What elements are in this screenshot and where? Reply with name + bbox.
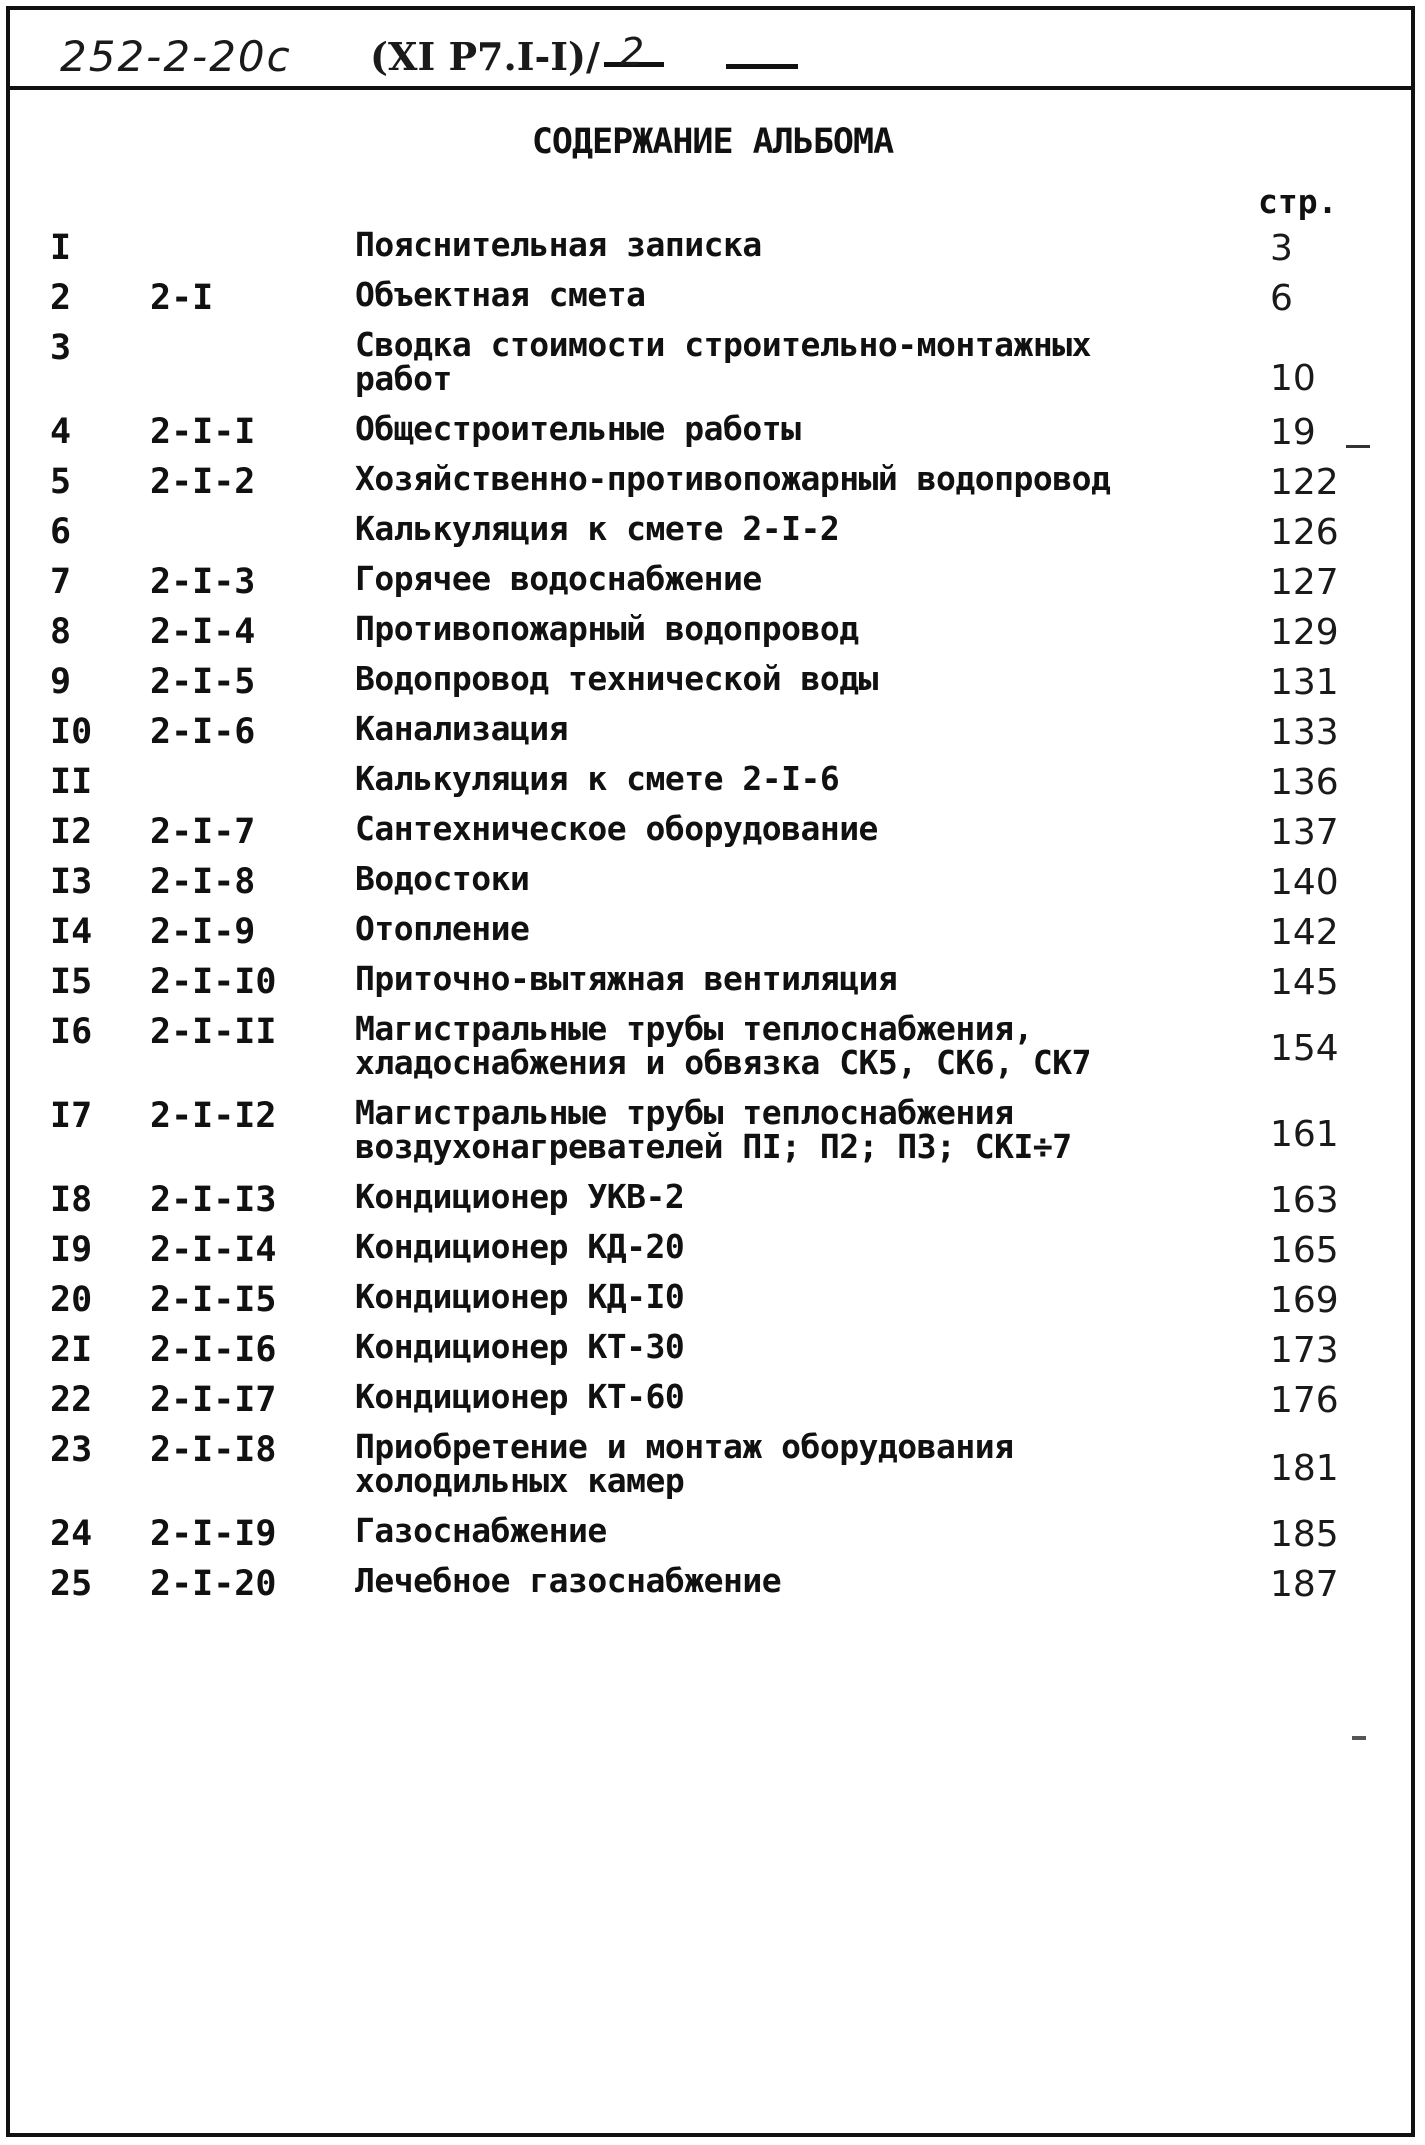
- toc-page-number: 187: [1270, 1564, 1339, 1605]
- toc-estimate-code: 2-I-5: [150, 662, 256, 702]
- toc-page-number: 145: [1270, 962, 1339, 1003]
- toc-item-number: I8: [50, 1180, 93, 1220]
- toc-item-number: 2: [50, 278, 72, 318]
- toc-item-number: I7: [50, 1096, 93, 1136]
- toc-item-number: 24: [50, 1514, 93, 1554]
- toc-item-number: I5: [50, 962, 93, 1002]
- toc-page-number: 6: [1270, 278, 1293, 319]
- page-title: СОДЕРЖАНИЕ АЛЬБОМА: [531, 122, 894, 162]
- toc-section-title: Магистральные трубы теплоснабжения воздухонагревателей ПI; П2; П3; СКI÷7: [355, 1093, 1072, 1166]
- header-strip: [10, 10, 1411, 90]
- toc-item-number: 25: [50, 1564, 93, 1604]
- toc-item-number: I3: [50, 862, 93, 902]
- toc-page-number: 136: [1270, 762, 1339, 803]
- toc-estimate-code: 2-I-I2: [150, 1096, 277, 1136]
- toc-section-title: Отопление: [355, 909, 530, 948]
- toc-section-title: Водопровод технической воды: [355, 659, 878, 698]
- toc-section-title: Приточно-вытяжная вентиляция: [355, 959, 898, 998]
- page-column-header: стр.: [1258, 182, 1338, 221]
- toc-section-title: Сводка стоимости строительно-монтажных работ: [355, 325, 1091, 398]
- toc-page-number: 154: [1270, 1028, 1339, 1069]
- toc-page-number: 181: [1270, 1448, 1339, 1489]
- toc-section-title: Пояснительная записка: [355, 225, 762, 264]
- toc-item-number: 7: [50, 562, 72, 602]
- toc-estimate-code: 2-I-6: [150, 712, 256, 752]
- stray-mark: [1352, 1736, 1366, 1740]
- toc-item-number: 2I: [50, 1330, 93, 1370]
- toc-item-number: I0: [50, 712, 93, 752]
- toc-estimate-code: 2-I-I9: [150, 1514, 277, 1554]
- toc-section-title: Объектная смета: [355, 275, 646, 314]
- toc-section-title: Общестроительные работы: [355, 409, 801, 448]
- toc-page-number: 173: [1270, 1330, 1339, 1371]
- toc-section-title: Калькуляция к смете 2-I-2: [355, 509, 840, 548]
- toc-item-number: I: [50, 228, 72, 268]
- toc-page-number: 161: [1270, 1114, 1339, 1155]
- toc-page-number: 163: [1270, 1180, 1339, 1221]
- toc-item-number: I4: [50, 912, 93, 952]
- toc-section-title: Приобретение и монтаж оборудования холодильных камер: [355, 1427, 1014, 1500]
- toc-page-number: 185: [1270, 1514, 1339, 1555]
- toc-page-number: 3: [1270, 228, 1293, 269]
- toc-section-title: Сантехническое оборудование: [355, 809, 878, 848]
- toc-item-number: I6: [50, 1012, 93, 1052]
- toc-item-number: 23: [50, 1430, 93, 1470]
- toc-item-number: 20: [50, 1280, 93, 1320]
- toc-page-number: 127: [1270, 562, 1339, 603]
- toc-page-number: 10: [1270, 358, 1316, 399]
- toc-item-number: 8: [50, 612, 72, 652]
- toc-estimate-code: 2-I-I5: [150, 1280, 277, 1320]
- toc-item-number: 3: [50, 328, 72, 368]
- toc-estimate-code: 2-I-20: [150, 1564, 277, 1604]
- toc-section-title: Канализация: [355, 709, 569, 748]
- document-code: 252-2-20с: [60, 32, 292, 81]
- toc-page-number: 142: [1270, 912, 1339, 953]
- toc-estimate-code: 2-I-2: [150, 462, 256, 502]
- toc-section-title: Кондиционер КД-I0: [355, 1277, 685, 1316]
- toc-item-number: I9: [50, 1230, 93, 1270]
- toc-page-number: 126: [1270, 512, 1339, 553]
- toc-page-number: 140: [1270, 862, 1339, 903]
- series-code: (XI P7.I-I)/: [370, 34, 600, 79]
- toc-page-number: 129: [1270, 612, 1339, 653]
- toc-page-number: 133: [1270, 712, 1339, 753]
- toc-estimate-code: 2-I-I6: [150, 1330, 277, 1370]
- toc-section-title: Кондиционер УКВ-2: [355, 1177, 685, 1216]
- toc-page-number: 137: [1270, 812, 1339, 853]
- toc-item-number: I2: [50, 812, 93, 852]
- toc-section-title: Кондиционер КД-20: [355, 1227, 685, 1266]
- page-number: 2: [620, 30, 645, 74]
- toc-item-number: 5: [50, 462, 72, 502]
- toc-section-title: Противопожарный водопровод: [355, 609, 859, 648]
- toc-estimate-code: 2-I-I0: [150, 962, 277, 1002]
- toc-estimate-code: 2-I-3: [150, 562, 256, 602]
- page-dash-right: [726, 64, 798, 69]
- toc-section-title: Кондиционер КТ-60: [355, 1377, 685, 1416]
- toc-estimate-code: 2-I-I3: [150, 1180, 277, 1220]
- tick-mark: [1346, 445, 1370, 448]
- toc-item-number: 22: [50, 1380, 93, 1420]
- toc-section-title: Магистральные трубы теплоснабжения, хладоснабжения и обвязка СК5, СК6, СК7: [355, 1009, 1091, 1082]
- toc-estimate-code: 2-I-II: [150, 1012, 277, 1052]
- toc-section-title: Кондиционер КТ-30: [355, 1327, 685, 1366]
- toc-estimate-code: 2-I-7: [150, 812, 256, 852]
- toc-section-title: Хозяйственно-противопожарный водопровод: [355, 459, 1111, 498]
- toc-estimate-code: 2-I-I: [150, 412, 256, 452]
- toc-section-title: Калькуляция к смете 2-I-6: [355, 759, 840, 798]
- toc-section-title: Лечебное газоснабжение: [355, 1561, 782, 1600]
- toc-page-number: 176: [1270, 1380, 1339, 1421]
- toc-section-title: Горячее водоснабжение: [355, 559, 762, 598]
- toc-item-number: 4: [50, 412, 72, 452]
- toc-section-title: Газоснабжение: [355, 1511, 607, 1550]
- toc-item-number: II: [50, 762, 93, 802]
- toc-page-number: 122: [1270, 462, 1339, 503]
- toc-page-number: 169: [1270, 1280, 1339, 1321]
- toc-page-number: 165: [1270, 1230, 1339, 1271]
- toc-page-number: 131: [1270, 662, 1339, 703]
- toc-page-number: 19: [1270, 412, 1316, 453]
- toc-estimate-code: 2-I-I8: [150, 1430, 277, 1470]
- toc-estimate-code: 2-I-I4: [150, 1230, 277, 1270]
- toc-estimate-code: 2-I-9: [150, 912, 256, 952]
- toc-estimate-code: 2-I-8: [150, 862, 256, 902]
- toc-estimate-code: 2-I-I7: [150, 1380, 277, 1420]
- toc-section-title: Водостоки: [355, 859, 530, 898]
- toc-item-number: 6: [50, 512, 72, 552]
- toc-item-number: 9: [50, 662, 72, 702]
- toc-estimate-code: 2-I-4: [150, 612, 256, 652]
- toc-estimate-code: 2-I: [150, 278, 214, 318]
